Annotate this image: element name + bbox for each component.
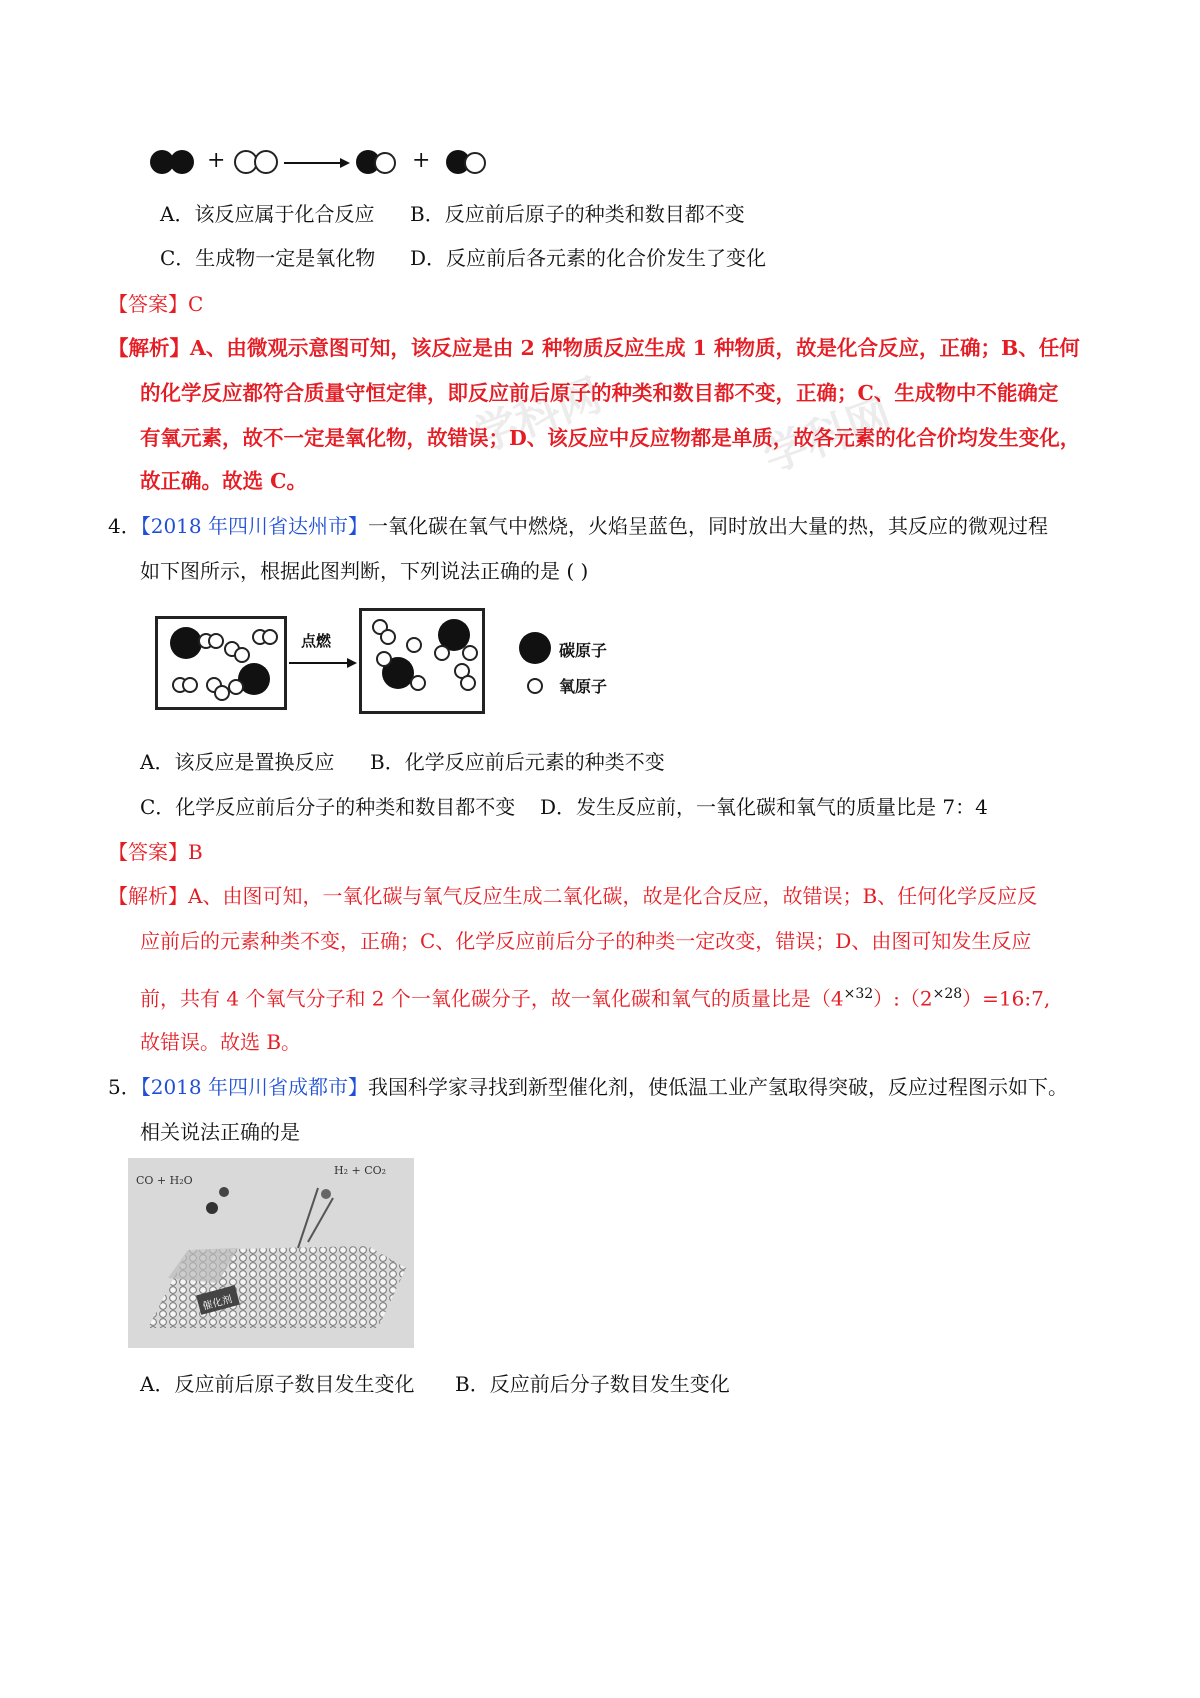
catalyst-surface-image — [128, 1158, 414, 1348]
q3-option-a: A．该反应属于化合反应 — [160, 202, 375, 226]
reaction-arrow-icon — [284, 156, 350, 170]
q4-option-a: A．该反应是置换反应 — [140, 750, 335, 774]
oxygen-atom-legend-icon — [527, 678, 543, 694]
legend-carbon-label: 碳原子 — [559, 641, 608, 660]
q5-option-b: B．反应前后分子数目发生变化 — [455, 1372, 730, 1396]
q3-option-d: D．反应前后各元素的化合价发生了变化 — [410, 246, 767, 270]
q4-option-b: B．化学反应前后元素的种类不变 — [370, 750, 665, 774]
reactants-box — [155, 616, 287, 710]
question-source: 【2018 年四川省成都市】 — [140, 1075, 368, 1099]
q3-answer: 【答案】C — [108, 292, 204, 316]
plus-sign: + — [412, 148, 431, 173]
q5-stem — [108, 1073, 1068, 1101]
q4-answer: 【答案】B — [108, 840, 203, 864]
question-text: 一氧化碳在氧气中燃烧，火焰呈蓝色，同时放出大量的热，其反应的微观过程 — [368, 514, 1048, 538]
question-number: 5． — [108, 1075, 141, 1099]
question-source: 【2018 年四川省达州市】 — [140, 514, 368, 538]
q5-stem-line-2: 相关说法正确的是 — [140, 1120, 300, 1144]
catalyst-label: 催化剂 — [201, 1294, 234, 1313]
q3-analysis-line: 故正确。故选 C。 — [140, 469, 307, 493]
q4-analysis-line: 【解析】A、由图可知，一氧化碳与氧气反应生成二氧化碳，故是化合反应，故错误；B、任何化学反应反 — [108, 884, 1038, 908]
q4-analysis-line: 应前后的元素种类不变，正确；C、化学反应前后分子的种类一定改变，错误；D、由图可知发生反应 — [140, 929, 1032, 953]
reactants-label: CO + H₂O — [136, 1174, 193, 1187]
products-label: H₂ + CO₂ — [334, 1164, 387, 1177]
q4-analysis-line: 故错误。故选 B。 — [140, 1030, 302, 1054]
watermark: 学科网 — [466, 369, 609, 463]
question-text: 我国科学家寻找到新型催化剂，使低温工业产氢取得突破，反应过程图示如下。 — [368, 1075, 1068, 1099]
q3-option-c: C．生成物一定是氧化物 — [160, 246, 376, 270]
q4-stem — [108, 512, 1048, 540]
q3-equation-diagram — [150, 148, 510, 178]
q3-option-b: B．反应前后原子的种类和数目都不变 — [410, 202, 745, 226]
q3-analysis-line: 【解析】A、由微观示意图可知，该反应是由 2 种物质反应生成 1 种物质，故是化合反应，正确；B、任何 — [108, 336, 1080, 360]
legend-oxygen-label: 氧原子 — [559, 677, 608, 696]
watermark: 学科网 — [756, 389, 899, 483]
arrow-icon — [289, 656, 357, 670]
question-number: 4． — [108, 514, 141, 538]
products-box — [359, 608, 485, 714]
q3-analysis-line: 的化学反应都符合质量守恒定律，即反应前后原子的种类和数目都不变，正确；C、生成物中不能确定 — [140, 381, 1059, 405]
q4-reaction-diagram — [155, 608, 655, 723]
plus-sign: + — [207, 148, 226, 173]
ignite-label: 点燃 — [301, 632, 332, 650]
q5-option-a: A．反应前后原子数目发生变化 — [140, 1372, 415, 1396]
q3-analysis-line: 有氧元素，故不一定是氧化物，故错误；D、该反应中反应物都是单质，故各元素的化合价均发生变化， — [140, 426, 1081, 450]
carbon-atom-legend-icon — [519, 632, 551, 664]
q4-analysis-line: 前，共有 4 个氧气分子和 2 个一氧化碳分子，故一氧化碳和氧气的质量比是$(4^{\times 32}):(2^{\times 28})=16:7$, — [140, 986, 1051, 1011]
q4-stem-line-2: 如下图所示，根据此图判断，下列说法正确的是 ( ) — [140, 559, 589, 583]
q4-option-c: C．化学反应前后分子的种类和数目都不变 — [140, 795, 516, 819]
q4-option-d: D．发生反应前，一氧化碳和氧气的质量比是 7：4 — [540, 795, 988, 819]
